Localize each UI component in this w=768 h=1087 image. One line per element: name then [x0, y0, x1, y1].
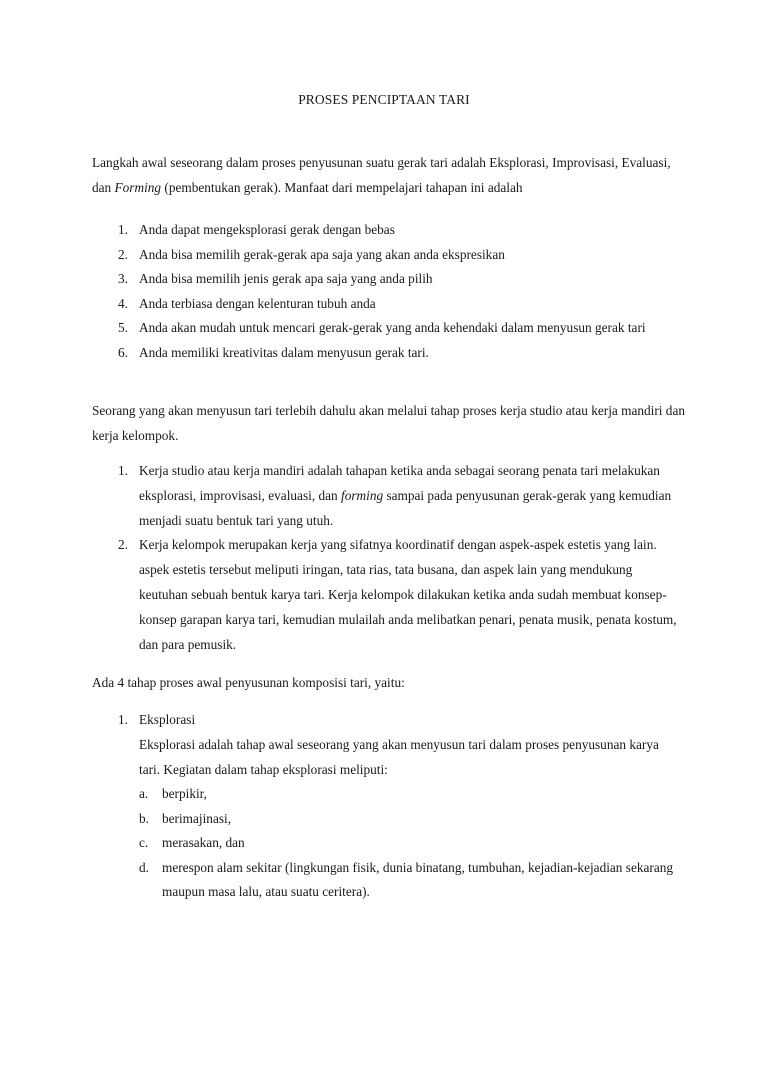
sub-list-text: berpikir,	[162, 786, 207, 801]
list-item-text: Anda bisa memilih gerak-gerak apa saja yang akan anda ekspresikan	[139, 246, 505, 262]
sub-list-text: berimajinasi,	[162, 810, 232, 826]
sub-list-letter: c.	[139, 835, 149, 851]
intro-paragraph	[92, 150, 692, 200]
list-item-text: Kerja kelompok merupakan kerja yang sifatnya koordinatif dengan aspek-aspek estetis yang lain. aspek estetis tersebut meliputi iringan, tata rias, tata busana, dan aspek lain yang mendukung keutuhan sebuah bentuk karya tari. Kerja kelompok dilakukan ketika anda sudah membuat konsep-konsep garapan karya tari, kemudian mulailah anda melibatkan penari, penata musik, penata kostum, dan para pemusik.	[139, 537, 677, 652]
sub-list-letter: d.	[139, 859, 149, 875]
list-item-text: Anda dapat mengeksplorasi gerak dengan bebas	[139, 222, 395, 237]
work-modes-list	[118, 459, 678, 657]
sub-list-text: merespon alam sekitar (lingkungan fisik, dunia binatang, tumbuhan, kejadian-kejadian sekarang maupun masa lalu, atau suatu ceritera).	[162, 859, 674, 900]
stages-list	[118, 708, 678, 782]
list-item-text: Anda memiliki kreativitas dalam menyusun gerak tari.	[139, 344, 429, 360]
list-number: 1.	[118, 463, 128, 478]
sub-list-letter: b.	[139, 810, 149, 826]
list-item	[118, 243, 678, 268]
list-item	[118, 459, 678, 533]
intro-text-before: Langkah awal seseorang dalam proses penyusunan suatu gerak tari adalah Eksplorasi, Improvisasi, Evaluasi, dan	[92, 155, 671, 195]
sub-list-item	[139, 807, 679, 832]
list-number: 2.	[118, 537, 128, 553]
list-item	[118, 316, 678, 341]
list-item	[118, 218, 678, 243]
sub-list-item	[139, 782, 679, 807]
list-item-italic-term: forming	[341, 487, 384, 503]
sub-list-item	[139, 831, 679, 856]
list-item	[118, 708, 678, 782]
exploration-activities-list	[139, 782, 679, 905]
list-item-text-before: Kerja studio atau kerja mandiri adalah tahapan ketika anda sebagai seorang penata tari melakukan eksplorasi, improvisasi, evaluasi, dan	[139, 463, 660, 503]
list-item	[118, 341, 678, 366]
list-item	[118, 267, 678, 292]
stages-paragraph: Ada 4 tahap proses awal penyusunan komposisi tari, yaitu:	[92, 675, 405, 690]
list-number: 3.	[118, 271, 128, 287]
list-item	[118, 292, 678, 317]
list-item-text: Anda akan mudah untuk mencari gerak-gerak yang anda kehendaki dalam menyusun gerak tari	[139, 320, 646, 336]
page-title: PROSES PENCIPTAAN TARI	[298, 92, 470, 107]
list-number: 2.	[118, 246, 128, 262]
sub-list-item	[139, 856, 679, 905]
sub-list-text: merasakan, dan	[162, 835, 245, 851]
stage-heading: Eksplorasi	[139, 712, 196, 727]
stage-description: Eksplorasi adalah tahap awal seseorang yang akan menyusun tari dalam proses penyusunan karya tari. Kegiatan dalam tahap eksplorasi meliputi:	[139, 736, 659, 777]
list-number: 1.	[118, 712, 128, 727]
list-number: 5.	[118, 320, 128, 336]
benefits-list	[118, 218, 678, 366]
list-item-text: Anda bisa memilih jenis gerak apa saja yang anda pilih	[139, 271, 433, 287]
sub-list-letter: a.	[139, 786, 149, 801]
list-number: 4.	[118, 295, 128, 311]
list-item-text-after: sampai pada penyusunan gerak-gerak yang kemudian menjadi suatu bentuk tari yang utuh.	[139, 487, 672, 528]
intro-italic-term: Forming	[114, 180, 162, 195]
list-item	[118, 533, 678, 657]
list-number: 1.	[118, 222, 128, 237]
list-number: 6.	[118, 344, 128, 360]
list-item-text: Anda terbiasa dengan kelenturan tubuh anda	[139, 295, 376, 311]
intro-text-after: (pembentukan gerak). Manfaat dari mempelajari tahapan ini adalah	[161, 180, 523, 195]
work-modes-paragraph: Seorang yang akan menyusun tari terlebih dahulu akan melalui tahap proses kerja studio atau kerja mandiri dan kerja kelompok.	[92, 403, 685, 443]
